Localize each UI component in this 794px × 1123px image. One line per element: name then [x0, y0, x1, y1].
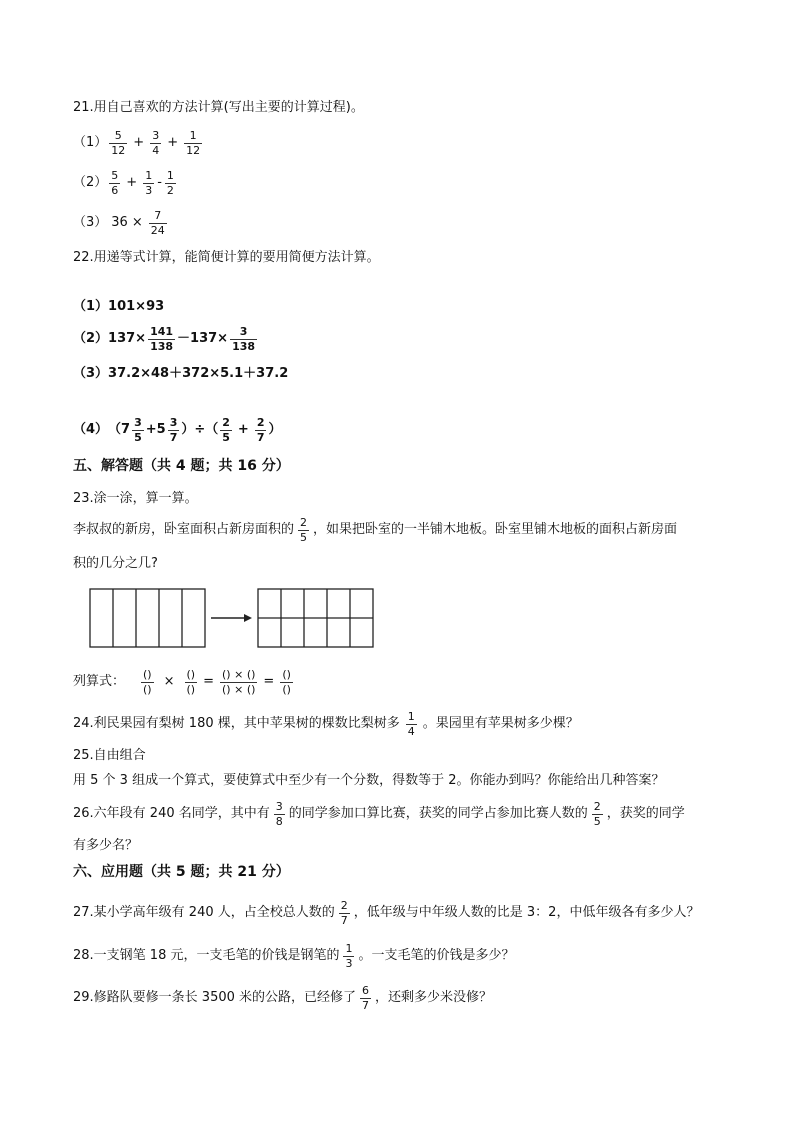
q28-text: 28.一支钢笔 18 元，一支毛笔的价钱是钢笔的 $\frac{1}{3}$ 。一支毛笔的价钱是多少？ [73, 941, 515, 970]
area-diagram [88, 587, 388, 649]
rectangle-five-columns [90, 589, 205, 647]
blank-fraction: $\frac{()}{()}$ [143, 667, 152, 696]
q23-title: 23.涂一涂，算一算。 [73, 491, 198, 506]
arrow-icon [211, 614, 252, 622]
fraction: $\frac{1}{3}$ [145, 168, 153, 197]
q22-part1: （1）101×93 [73, 299, 165, 314]
section-6-heading: 六、应用题（共 5 题；共 21 分） [73, 864, 290, 880]
fraction: $\frac{1}{12}$ [186, 128, 201, 157]
q27-text: 27.某小学高年级有 240 人，占全校总人数的 $\frac{2}{7}$ ，低年级与中年级人数的比是 3：2，中低年级各有多少人？ [73, 898, 700, 927]
fraction: $\frac{3}{4}$ [152, 128, 160, 157]
blank-product-fraction: $\frac{() \times ()}{() \times ()}$ [222, 667, 256, 696]
fraction: $\frac{3}{7}$ [169, 415, 178, 444]
fraction: $\frac{5}{12}$ [111, 128, 126, 157]
fraction: $\frac{3}{138}$ [232, 324, 256, 353]
q23-text: 李叔叔的新房，卧室面积占新房面积的 $\frac{2}{5}$ ，如果把卧室的一半铺木地板。卧室里铺木地板的面积占新房面 [73, 515, 678, 544]
blank-fraction: $\frac{()}{()}$ [186, 667, 196, 696]
q22-part3: （3）37.2×48＋372×5.1＋37.2 [73, 366, 289, 381]
fraction: $\frac{3}{8}$ [275, 799, 283, 828]
fraction: $\frac{2}{7}$ [256, 415, 265, 444]
fraction: $\frac{2}{5}$ [593, 799, 601, 828]
q21-title: 21.用自己喜欢的方法计算(写出主要的计算过程)。 [73, 100, 364, 115]
q26-text: 26.六年段有 240 名同学，其中有 $\frac{3}{8}$ 的同学参加口算比赛，获奖的同学占参加比赛人数的 $\frac{2}{5}$ ，获奖的同学 [73, 799, 685, 828]
q25-text: 用 5 个 3 组成一个算式，要使算式中至少有一个分数，得数等于 2。你能办到吗？你能给出几种答案？ [73, 773, 665, 788]
q21-part2: （2） $\frac{5}{6}$ + $\frac{1}{3}$ - $\frac{1}{2}$ [73, 168, 174, 197]
blank-fraction: $\frac{()}{()}$ [282, 667, 291, 696]
q29-text: 29.修路队要修一条长 3500 米的公路，已经修了 $\frac{6}{7}$ ，还剩多少米没修？ [73, 983, 493, 1012]
fraction: $\frac{2}{7}$ [340, 898, 348, 927]
fraction: $\frac{141}{138}$ [150, 324, 174, 353]
fraction: $\frac{5}{6}$ [111, 168, 119, 197]
q24-text: 24.利民果园有梨树 180 棵，其中苹果树的棵数比梨树多 $\frac{1}{4}$ 。果园里有苹果树多少棵？ [73, 709, 579, 738]
fraction: $\frac{1}{3}$ [345, 941, 353, 970]
q22-part4: （4） （7 $\frac{3}{5}$ +5 $\frac{3}{7}$ ）÷（ $\frac{2}{5}$ + $\frac{2}{7}$ ） [73, 415, 282, 444]
section-5-heading: 五、解答题（共 4 题；共 16 分） [73, 458, 290, 474]
q22-title: 22.用递等式计算，能简便计算的要用简便方法计算。 [73, 250, 380, 265]
q23-text-cont: 积的几分之几? [73, 556, 158, 571]
q23-formula: 列算式： $\frac{()}{()}$ × $\frac{()}{()}$ = $\frac{() \times ()}{() \times ()}$ = $\frac{()}{()}$ [73, 667, 291, 696]
fraction: $\frac{6}{7}$ [362, 983, 370, 1012]
q21-part1: （1） $\frac{5}{12}$ + $\frac{3}{4}$ + $\frac{1}{12}$ [73, 128, 201, 157]
fraction: $\frac{7}{24}$ [150, 208, 165, 237]
fraction: $\frac{2}{5}$ [222, 415, 230, 444]
q22-part2: （2） 137× $\frac{141}{138}$ －137× $\frac{3}{138}$ [73, 324, 256, 353]
q26-text-cont: 有多少名？ [73, 838, 139, 853]
q21-part3: （3） 36 × $\frac{7}{24}$ [73, 208, 165, 237]
rectangle-grid-2x5 [258, 589, 373, 647]
fraction: $\frac{1}{4}$ [407, 709, 415, 738]
q25-title: 25.自由组合 [73, 748, 146, 763]
fraction: $\frac{1}{2}$ [166, 168, 174, 197]
fraction: $\frac{2}{5}$ [300, 515, 308, 544]
fraction: $\frac{3}{5}$ [134, 415, 142, 444]
